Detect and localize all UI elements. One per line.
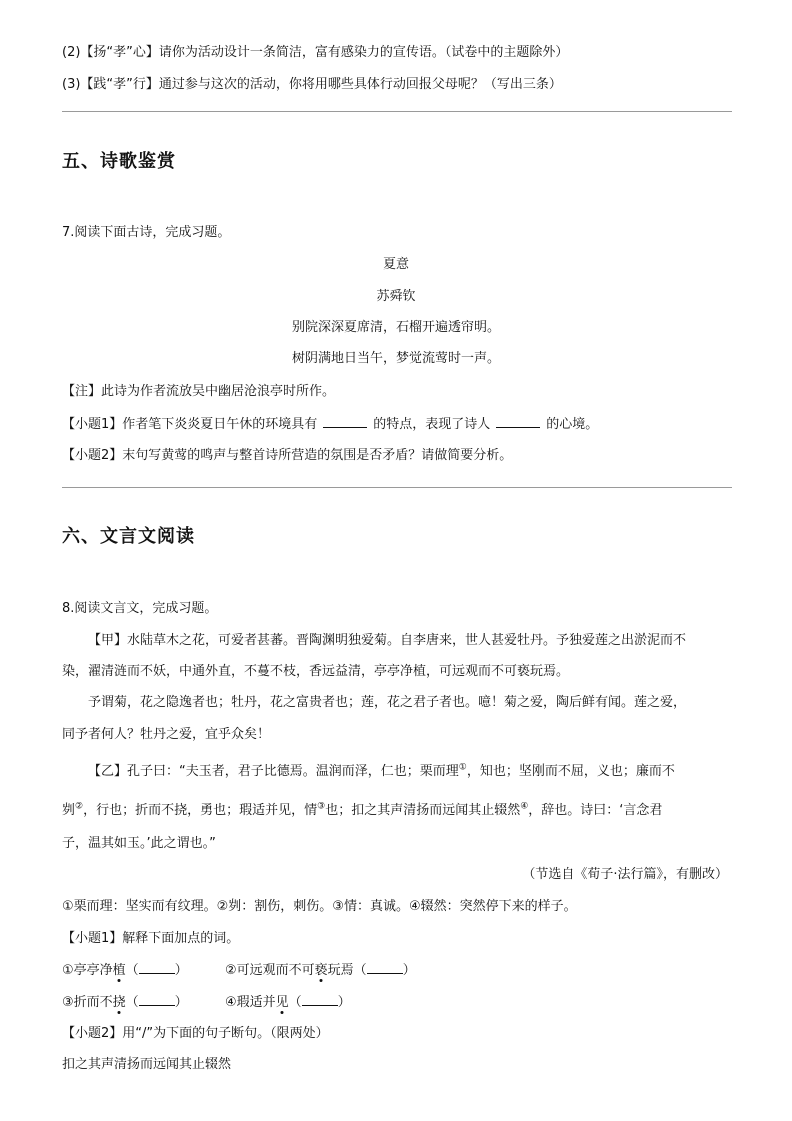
- answer-blank[interactable]: [496, 415, 540, 428]
- yi-text: ，行也；折而不挠，勇也；瑕适并见，情: [83, 803, 318, 818]
- footnote-marker: ①: [458, 762, 467, 773]
- yi-text: ，辞也。诗曰：‘言念君: [528, 803, 663, 818]
- word-text: ）: [174, 963, 188, 978]
- word-text: ）: [337, 995, 351, 1010]
- yi-text: 【乙】孔子曰：“夫玉者，君子比德焉。温润而泽，仁也；栗而理: [88, 764, 459, 779]
- yi-text: ，知也；坚刚而不屈，义也；廉而不: [466, 764, 675, 779]
- q7-sub1-text-c: 的心境。: [546, 417, 599, 432]
- footnotes: ①栗而理：坚实而有纹理。②刿：割伤，刺伤。③情：真诚。④辍然：突然停下来的样子。: [62, 899, 577, 914]
- passage-jia-line: 同予者何人？牡丹之爱，宜乎众矣！: [62, 727, 271, 742]
- q8-sub1: 【小题1】解释下面加点的词。: [62, 931, 240, 946]
- divider: [62, 487, 732, 488]
- passage-yi-line: [62, 802, 662, 820]
- word-text: ④瑕适并: [225, 995, 276, 1010]
- passage-jia-line: 予谓菊，花之隐逸者也；牡丹，花之富贵者也；莲，花之君子者也。噫！菊之爱，陶后鲜有闻。莲之爱，: [88, 695, 687, 710]
- word-text: ）: [402, 963, 416, 978]
- yi-text: 也；扣之其声清扬而远闻其止辍然: [325, 803, 521, 818]
- word-item-3: [62, 993, 188, 1012]
- answer-blank[interactable]: [302, 993, 338, 1006]
- divider: [62, 111, 732, 112]
- passage-source: （节选自《荀子·法行篇》，有删改）: [522, 867, 728, 882]
- passage-yi-line: 子，温其如玉。’此之谓也。”: [62, 836, 216, 851]
- q7-sub1-text-b: 的特点，表现了诗人: [373, 417, 491, 432]
- footnote-marker: ④: [520, 801, 529, 812]
- word-text: ②可远观而不可: [225, 963, 315, 978]
- sentence-to-punctuate: 扣之其声清扬而远闻其止辍然: [62, 1057, 232, 1072]
- word-text: （: [125, 963, 139, 978]
- q6-item2: (2)【扬“孝”心】请你为活动设计一条简洁，富有感染力的宣传语。（试卷中的主题除外）: [62, 45, 569, 60]
- section5-heading: 五、诗歌鉴赏: [62, 151, 176, 172]
- answer-blank[interactable]: [323, 415, 367, 428]
- dotted-word: 挠: [112, 995, 126, 1010]
- passage-yi-line: [88, 763, 675, 781]
- word-item-2: [225, 961, 416, 980]
- word-text: ③折而不: [62, 995, 113, 1010]
- q7-sub1-text-a: 【小题1】作者笔下炎炎夏日午休的环境具有: [62, 417, 318, 432]
- word-text: （: [125, 995, 139, 1010]
- q7-sub2: 【小题2】末句写黄莺的鸣声与整首诗所营造的氛围是否矛盾？请做简要分析。: [62, 448, 513, 463]
- word-text: （: [288, 995, 302, 1010]
- poem-line-1: 别院深深夏席清，石榴开遍透帘明。: [291, 320, 500, 335]
- word-item-4: [225, 993, 351, 1012]
- q8-sub2: 【小题2】用“/”为下面的句子断句。（限两处）: [62, 1026, 329, 1041]
- yi-text: 刿: [62, 803, 76, 818]
- dotted-word: 见: [275, 995, 289, 1010]
- poem-title: 夏意: [382, 257, 409, 272]
- footnote-marker: ③: [317, 801, 326, 812]
- q6-item3: (3)【践“孝”行】通过参与这次的活动，你将用哪些具体行动回报父母呢？（写出三条）: [62, 77, 562, 92]
- passage-jia-line: 染，濯清涟而不妖，中通外直，不蔓不枝，香远益清，亭亭净植，可远观而不可亵玩焉。: [62, 664, 570, 679]
- word-text: ①亭亭净: [62, 963, 113, 978]
- q7-prompt: 7.阅读下面古诗，完成习题。: [62, 225, 231, 240]
- footnote-marker: ②: [75, 801, 84, 812]
- dotted-word: 植: [112, 963, 126, 978]
- section6-heading: 六、文言文阅读: [62, 526, 195, 547]
- passage-jia-line: 【甲】水陆草木之花，可爱者甚蕃。晋陶渊明独爱菊。自李唐来，世人甚爱牡丹。予独爱莲之出淤泥而不: [88, 633, 687, 648]
- dotted-word: 亵: [314, 963, 328, 978]
- poem-line-2: 树阴满地日当午，梦觉流莺时一声。: [291, 351, 500, 366]
- q7-sub1: [62, 415, 598, 434]
- word-text: ）: [174, 995, 188, 1010]
- word-text: 玩焉（: [327, 963, 367, 978]
- poem-note: 【注】此诗为作者流放吴中幽居沧浪亭时所作。: [62, 384, 336, 399]
- q8-prompt: 8.阅读文言文，完成习题。: [62, 601, 218, 616]
- answer-blank[interactable]: [367, 961, 403, 974]
- answer-blank[interactable]: [139, 961, 175, 974]
- word-item-1: [62, 961, 188, 980]
- poem-author: 苏舜钦: [376, 289, 416, 304]
- answer-blank[interactable]: [139, 993, 175, 1006]
